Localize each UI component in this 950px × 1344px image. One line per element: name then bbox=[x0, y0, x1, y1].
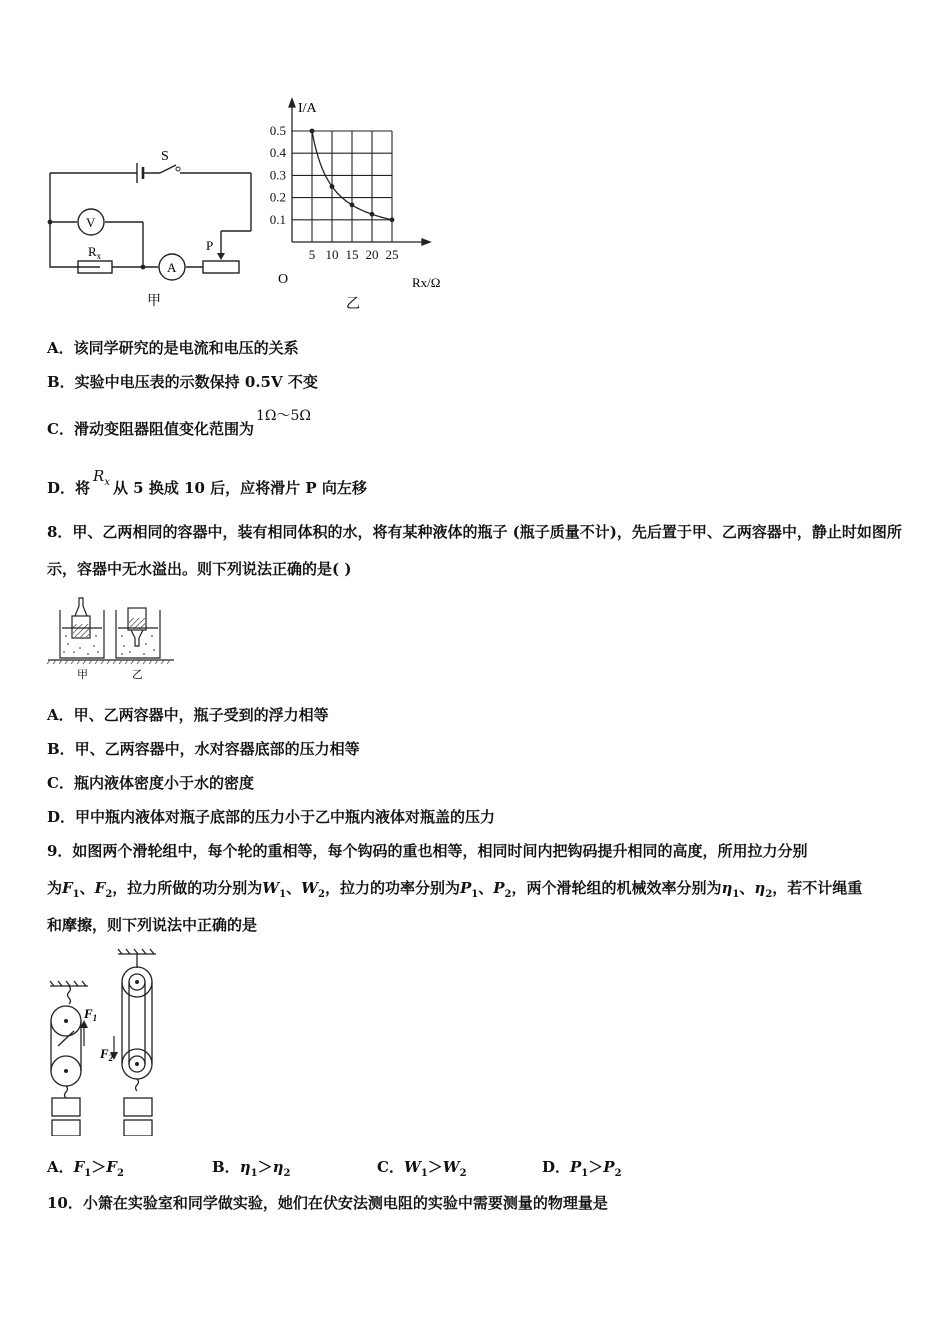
data-point-25 bbox=[390, 217, 395, 222]
data-point-10 bbox=[330, 184, 335, 189]
x-axis-label: Rx/Ω bbox=[412, 275, 441, 290]
q7-option-d-symbol-sub: x bbox=[104, 477, 110, 488]
q8-option-b: B．甲、乙两容器中，水对容器底部的压力相等 bbox=[47, 740, 360, 758]
bottles-figure bbox=[46, 592, 176, 682]
q8-option-d: D．甲中瓶内液体对瓶子底部的压力小于乙中瓶内液体对瓶盖的压力 bbox=[47, 808, 496, 826]
figure-caption-jia: 甲 bbox=[147, 294, 161, 309]
q9-option-d: D．$P_1>P_2$ bbox=[542, 1158, 622, 1179]
slider-label: P bbox=[206, 238, 214, 253]
q7-option-c bbox=[47, 408, 311, 439]
q8-stem: 8．甲、乙两相同的容器中，装有相同体积的水，将有某种液体的瓶子 (瓶子质量不计)，先后置于甲、乙两容器中，静止时如图所示，容器中无水溢出。则下列说法正确的是( ) bbox=[47, 523, 902, 578]
q7-option-d-suffix: 从 5 换成 10 后，应将滑片 P 向左移 bbox=[112, 479, 367, 497]
q9-stem-line3: 和摩擦，则下列说法中正确的是 bbox=[47, 916, 258, 934]
q7-option-c-range: 1Ω～5Ω bbox=[255, 408, 311, 424]
resistor-label: R bbox=[88, 244, 97, 259]
svg-text:F2: $F_2$ bbox=[100, 1046, 114, 1063]
x-tick-20: 20 bbox=[365, 247, 379, 262]
x-tick-15: 15 bbox=[345, 247, 359, 262]
q9-stem-line2: 为$F_1$、$F_2$，拉力所做的功分别为$W_1$、$W_2$，拉力的功率分别为$P_1$、$P_2$，两个滑轮组的机械效率分别为$\eta_1$、$\eta_2$，若不计绳重 bbox=[47, 879, 863, 900]
q9-stem-line1: 9．如图两个滑轮组中，每个轮的重相等，每个钩码的重也相等，相同时间内把钩码提升相同的高度，所用拉力分别 bbox=[47, 842, 808, 860]
y-axis-label: I/A bbox=[298, 101, 317, 116]
q9-option-c: C．$W_1>W_2$ bbox=[377, 1158, 467, 1179]
q9-option-b: B．$\eta_1>\eta_2$ bbox=[212, 1158, 291, 1179]
origin-label: O bbox=[278, 272, 289, 287]
q7-option-d bbox=[47, 467, 367, 500]
current-resistance-chart bbox=[262, 96, 462, 316]
force-f2-label: F bbox=[100, 1046, 109, 1061]
force-f1-label: F bbox=[84, 1006, 93, 1021]
data-point-20 bbox=[370, 212, 375, 217]
figure-caption-yi: 乙 bbox=[346, 297, 360, 312]
q7-option-d-prefix: D．将 bbox=[47, 479, 91, 497]
y-tick-0.3: 0.3 bbox=[269, 167, 286, 183]
q7-option-a: A．该同学研究的是电流和电压的关系 bbox=[47, 339, 299, 357]
fig8-caption-jia: 甲 bbox=[77, 669, 88, 681]
svg-text:F1: $F_1$ bbox=[84, 1006, 98, 1023]
pulley-figure bbox=[44, 946, 174, 1136]
q7-option-d-symbol: R bbox=[93, 467, 105, 485]
circuit-diagram bbox=[40, 145, 260, 315]
y-tick-0.4: 0.4 bbox=[269, 145, 286, 161]
y-tick-0.1: 0.1 bbox=[269, 211, 286, 227]
svg-text:Rx bbox=[88, 244, 102, 261]
data-point-15 bbox=[350, 203, 355, 208]
resistor-sub: x bbox=[96, 251, 102, 261]
q9-option-a: A．$F_1>F_2$ bbox=[47, 1158, 124, 1179]
data-point-5 bbox=[310, 129, 315, 134]
q8-option-a: A．甲、乙两容器中，瓶子受到的浮力相等 bbox=[47, 706, 329, 724]
ammeter-label: A bbox=[167, 260, 177, 275]
x-tick-25: 25 bbox=[385, 247, 399, 262]
y-axis-arrow bbox=[289, 99, 295, 107]
x-axis-arrow bbox=[422, 239, 430, 245]
q10-stem: 10．小箫在实验室和同学做实验，她们在伏安法测电阻的实验中需要测量的物理量是 bbox=[47, 1194, 608, 1212]
q7-option-b: B．实验中电压表的示数保持 0.5V 不变 bbox=[47, 373, 318, 391]
switch-label: S bbox=[161, 149, 169, 164]
fig8-caption-yi: 乙 bbox=[132, 669, 143, 681]
q7-option-c-prefix: C．滑动变阻器阻值变化范围为 bbox=[47, 420, 254, 438]
y-tick-0.5: 0.5 bbox=[269, 123, 286, 138]
y-tick-0.2: 0.2 bbox=[269, 189, 286, 205]
voltmeter-label: V bbox=[86, 215, 96, 230]
x-tick-10: 10 bbox=[325, 247, 339, 262]
x-tick-5: 5 bbox=[308, 247, 316, 262]
q8-option-c: C．瓶内液体密度小于水的密度 bbox=[47, 774, 254, 792]
